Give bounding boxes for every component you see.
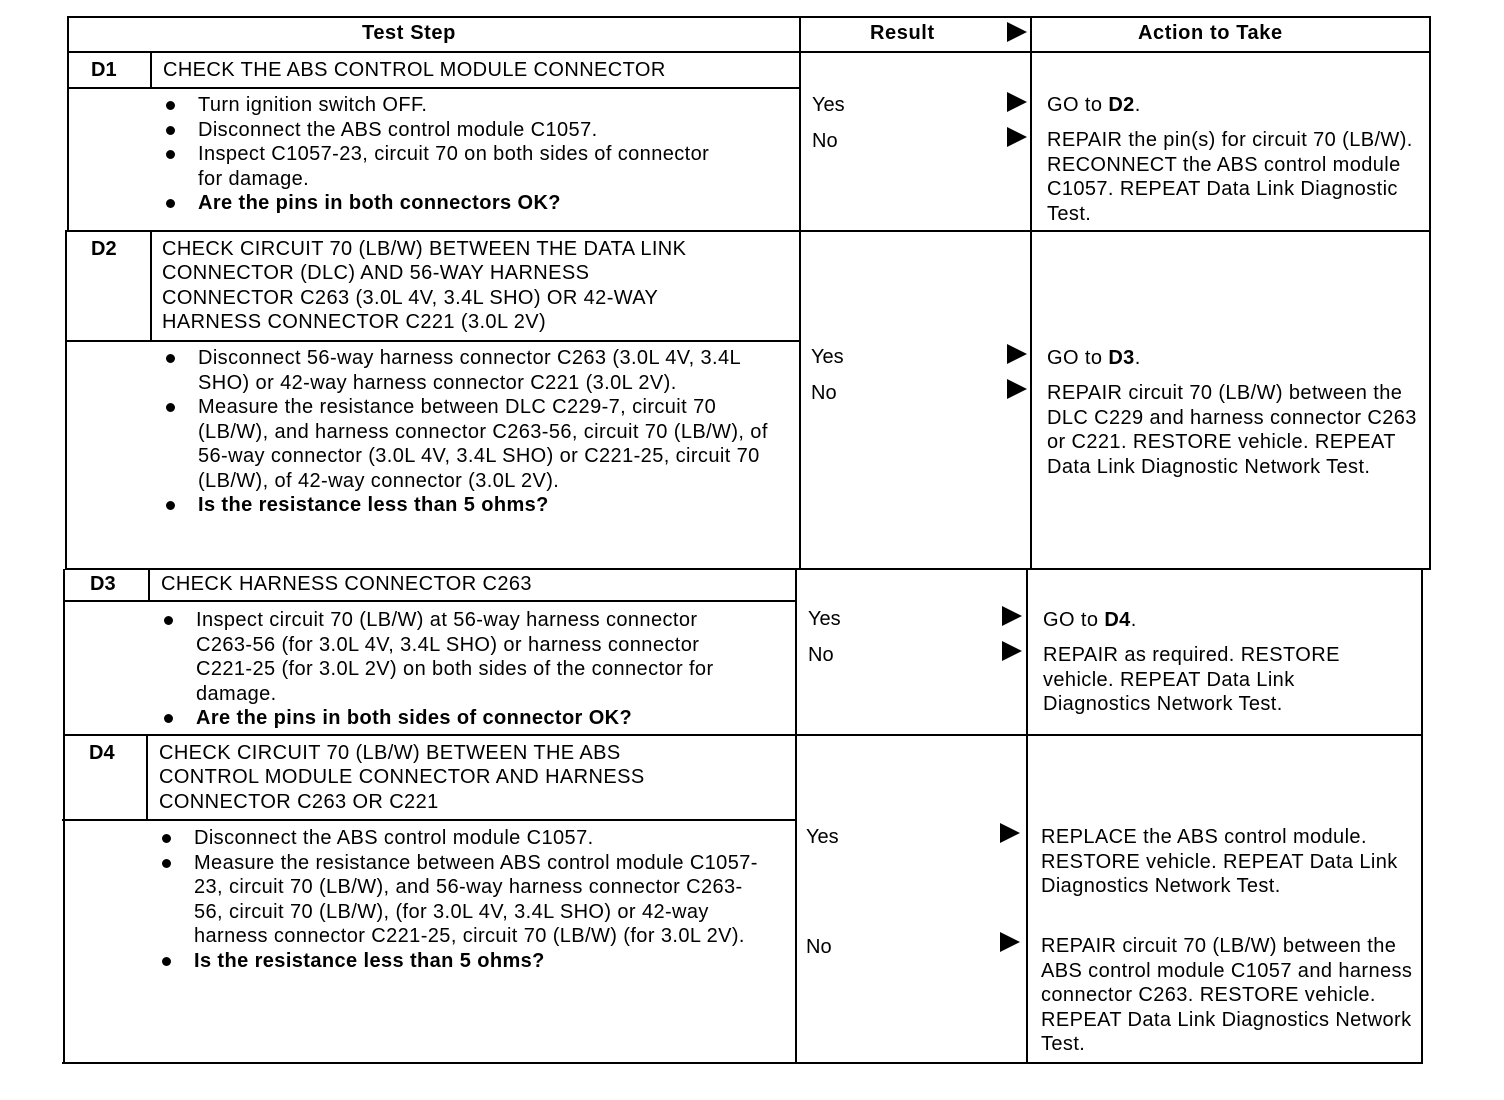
list-item: Disconnect the ABS control module C1057. bbox=[158, 826, 758, 851]
table-bottom-border bbox=[62, 1062, 1423, 1064]
result-arrow-icon bbox=[1007, 379, 1027, 399]
column-divider-result bbox=[795, 569, 797, 1064]
header-arrow-icon bbox=[1007, 22, 1027, 42]
column-divider-action bbox=[1026, 569, 1028, 1064]
result-arrow-icon bbox=[1002, 641, 1022, 661]
action-text: REPAIR the pin(s) for circuit 70 (LB/W). RECONNECT the ABS control module C1057. REPEAT Data Link Diagnostic Test. bbox=[1047, 129, 1413, 225]
action-text: GO to D3. bbox=[1047, 347, 1141, 369]
list-item: Measure the resistance between ABS control module C1057-23, circuit 70 (LB/W), and 56-way harness connector C263-56, circuit 70 (LB/W), (for 3.0L 4V, 3.4L SHO) or 42-way harness connector C221-25, circuit 70 (LB/W) (for 3.0L 2V). bbox=[158, 851, 758, 949]
result-arrow-icon bbox=[1000, 823, 1020, 843]
result-yes: Yes bbox=[808, 608, 841, 630]
header-result: Result bbox=[870, 22, 935, 44]
step-id: D1 bbox=[91, 59, 117, 81]
left-border bbox=[63, 569, 65, 1064]
result-yes: Yes bbox=[811, 346, 844, 368]
step-title: CONNECTOR C263 (3.0L 4V, 3.4L SHO) OR 42-WAY bbox=[162, 287, 659, 309]
result-no: No bbox=[812, 130, 838, 152]
step-bullets bbox=[160, 608, 750, 731]
list-item: Inspect C1057-23, circuit 70 on both sides of connector for damage. bbox=[162, 142, 722, 191]
step-title: CHECK CIRCUIT 70 (LB/W) BETWEEN THE ABS bbox=[159, 742, 621, 764]
step-question: Are the pins in both connectors OK? bbox=[162, 191, 722, 216]
action-text: REPLACE the ABS control module. RESTORE vehicle. REPEAT Data Link Diagnostics Network Test. bbox=[1041, 826, 1398, 897]
column-divider-action bbox=[1030, 16, 1032, 570]
step-id: D3 bbox=[90, 573, 116, 595]
result-yes: Yes bbox=[812, 94, 845, 116]
result-yes: Yes bbox=[806, 826, 839, 848]
step-question: Is the resistance less than 5 ohms? bbox=[158, 949, 758, 974]
step-question: Is the resistance less than 5 ohms? bbox=[162, 493, 774, 518]
result-arrow-icon bbox=[1002, 606, 1022, 626]
result-arrow-icon bbox=[1007, 127, 1027, 147]
header-test-step: Test Step bbox=[362, 22, 456, 44]
table-top-border bbox=[67, 16, 1431, 18]
step-id-divider bbox=[146, 734, 148, 820]
action-text: GO to D4. bbox=[1043, 609, 1137, 631]
list-item: Measure the resistance between DLC C229-7, circuit 70 (LB/W), and harness connector C263-56, circuit 70 (LB/W), of 56-way connector (3.0L 4V, 3.4L SHO) or C221-25, circuit 70 (LB/W), of 42-way connector (3.0L 2V). bbox=[162, 395, 774, 493]
action-text: REPAIR circuit 70 (LB/W) between the DLC C229 and harness connector C263 or C221. RESTORE vehicle. REPEAT Data Link Diagnostic Network Test. bbox=[1047, 382, 1417, 478]
step-title: HARNESS CONNECTOR C221 (3.0L 2V) bbox=[162, 311, 547, 333]
row-separator bbox=[65, 568, 1431, 570]
list-item: Disconnect 56-way harness connector C263 (3.0L 4V, 3.4L SHO) or 42-way harness connector C221 (3.0L 2V). bbox=[162, 346, 774, 395]
action-text: REPAIR circuit 70 (LB/W) between the ABS control module C1057 and harness connector C263. RESTORE vehicle. REPEAT Data Link Diagnostics Network Test. bbox=[1041, 935, 1413, 1055]
right-border bbox=[1429, 16, 1431, 570]
step-id-divider bbox=[150, 230, 152, 342]
result-arrow-icon bbox=[1007, 92, 1027, 112]
right-border bbox=[1421, 569, 1423, 1064]
header-action: Action to Take bbox=[1138, 22, 1283, 44]
action-text: GO to D2. bbox=[1047, 94, 1141, 116]
result-arrow-icon bbox=[1000, 932, 1020, 952]
step-id: D4 bbox=[89, 742, 115, 764]
left-border bbox=[67, 16, 69, 232]
row-separator bbox=[67, 230, 1431, 232]
step-bullets bbox=[158, 826, 758, 973]
step-id-divider bbox=[148, 568, 150, 602]
result-no: No bbox=[808, 644, 834, 666]
list-item: Turn ignition switch OFF. bbox=[162, 93, 722, 118]
step-title: CONTROL MODULE CONNECTOR AND HARNESS bbox=[159, 766, 645, 788]
step-title: CHECK HARNESS CONNECTOR C263 bbox=[161, 573, 532, 595]
action-text: REPAIR as required. RESTORE vehicle. REPEAT Data Link Diagnostics Network Test. bbox=[1043, 644, 1340, 715]
header-bottom-border bbox=[67, 51, 1431, 53]
result-arrow-icon bbox=[1007, 344, 1027, 364]
list-item: Inspect circuit 70 (LB/W) at 56-way harness connector C263-56 (for 3.0L 4V, 3.4L SHO) or harness connector C221-25 (for 3.0L 2V) on both sides of the connector for damage. bbox=[160, 608, 750, 706]
step-title: CHECK THE ABS CONTROL MODULE CONNECTOR bbox=[163, 59, 666, 81]
step-bullets bbox=[162, 346, 774, 518]
title-body-separator bbox=[67, 87, 801, 89]
step-title: CHECK CIRCUIT 70 (LB/W) BETWEEN THE DATA LINK bbox=[162, 238, 687, 260]
row-separator bbox=[63, 734, 1423, 736]
title-body-separator bbox=[63, 600, 797, 602]
result-no: No bbox=[811, 382, 837, 404]
step-bullets bbox=[162, 93, 722, 216]
step-title: CONNECTOR C263 OR C221 bbox=[159, 791, 439, 813]
step-title: CONNECTOR (DLC) AND 56-WAY HARNESS bbox=[162, 262, 590, 284]
title-body-separator bbox=[65, 340, 801, 342]
title-body-separator bbox=[62, 819, 797, 821]
step-id-divider bbox=[150, 51, 152, 88]
step-id: D2 bbox=[91, 238, 117, 260]
step-question: Are the pins in both sides of connector OK? bbox=[160, 706, 750, 731]
list-item: Disconnect the ABS control module C1057. bbox=[162, 118, 722, 143]
result-no: No bbox=[806, 936, 832, 958]
left-border bbox=[65, 230, 67, 570]
column-divider-result bbox=[799, 16, 801, 570]
